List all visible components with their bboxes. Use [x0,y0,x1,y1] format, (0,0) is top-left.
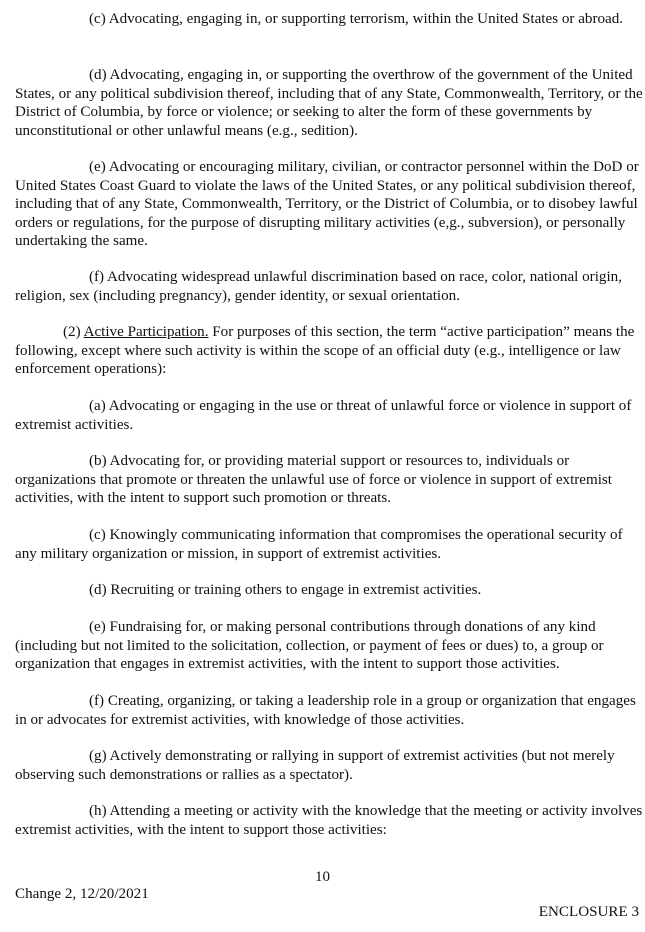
enclosure-label: ENCLOSURE 3 [538,904,639,920]
paragraph-f: (f) Advocating widespread unlawful discrimination based on race, color, national origin, religion, sex (including pregnancy), gender identity, or sexual orientation. [15,269,622,304]
section-number: (2) [63,324,81,340]
paragraph-2g: (g) Actively demonstrating or rallying in support of extremist activities (but not merely observing such demonstrations or rallies as a spectator). [15,748,615,783]
paragraph-active-participation [15,323,643,379]
paragraph-2a: (a) Advocating or engaging in the use or threat of unlawful force or violence in support of extremist activities. [15,398,632,433]
change-notice: Change 2, 12/20/2021 [15,886,149,902]
paragraph-c: (c) Advocating, engaging in, or supporting terrorism, within the United States or abroad. [89,11,624,27]
section-heading: Active Participation. [83,324,209,340]
paragraph-2d: (d) Recruiting or training others to engage in extremist activities. [89,582,482,598]
section-text: For purposes of this section, the term “active participation” means the following, except where such activity is within the scope of an official duty (e.g., intelligence or law enforcement operations): [15,324,635,377]
paragraph-e: (e) Advocating or encouraging military, civilian, or contractor personnel within the DoD or United States Coast Guard to violate the laws of the United States, or any political subdivision thereof, including that of any State, Commonwealth, Territory, or the District of Columbia, or to disobey lawful orders or regulations, for the purpose of disrupting military activities (e,g., subversion), or personally undertaking the same. [15,159,639,249]
paragraph-2f: (f) Creating, organizing, or taking a leadership role in a group or organization that engages in or advocates for extremist activities, with knowledge of those activities. [15,693,636,728]
paragraph-d: (d) Advocating, engaging in, or supporting the overthrow of the government of the United States, or any political subdivision thereof, including that of any State, Commonwealth, Territory, or the District of Columbia, by force or violence; or seeking to alter the form of these governments by unconstitutional or other unlawful means (e.g., sedition). [15,67,643,139]
page-number: 10 [314,869,331,885]
paragraph-2h: (h) Attending a meeting or activity with the knowledge that the meeting or activity involves extremist activities, with the intent to support those activities: [15,803,643,838]
paragraph-2c: (c) Knowingly communicating information that compromises the operational security of any military organization or mission, in support of extremist activities. [15,527,623,562]
paragraph-2b: (b) Advocating for, or providing material support or resources to, individuals or organizations that promote or threaten the unlawful use of force or violence in support of extremist activities, with the intent to support such promotion or threats. [15,453,612,506]
paragraph-2e: (e) Fundraising for, or making personal contributions through donations of any kind (including but not limited to the solicitation, collection, or payment of fees or dues) to, a group or organization that engages in extremist activities, with the intent to support those activities. [15,619,604,672]
